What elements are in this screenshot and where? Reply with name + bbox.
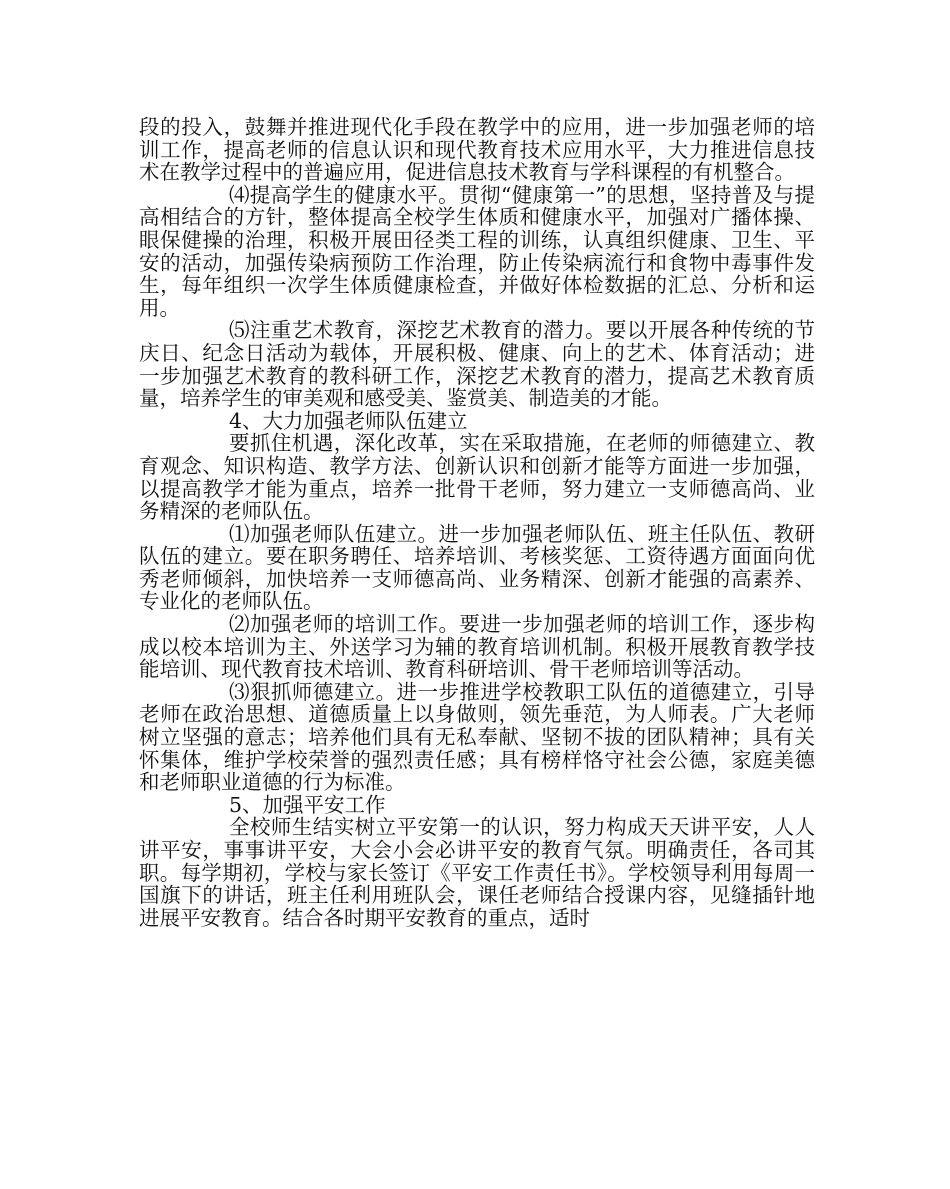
- section-heading-safety: 5、加强平安工作: [229, 792, 386, 817]
- paragraph-teacher-team-build: ⑴加强老师队伍建立。进一步加强老师队伍、班主任队伍、教研队伍的建立。要在职务聘任、培养培训、考核奖惩、工资待遇方面面向优秀老师倾斜，加快培养一支师德高尚、业务精深、创新才能强的高素养、专业化的老师队伍。: [139, 521, 815, 614]
- paragraph-art-education: ⑸注重艺术教育，深挖艺术教育的潜力。要以开展各种传统的节庆日、纪念日活动为载体，开展积极、健康、向上的艺术、体育活动；进一步加强艺术教育的教科研工作，深挖艺术教育的潜力，提高艺术教育质量，培养学生的审美观和感受美、鉴赏美、制造美的才能。: [139, 318, 815, 411]
- paragraph-teacher-team-intro: 要抓住机遇，深化改革，实在采取措施，在老师的师德建立、教育观念、知识构造、教学方法、创新认识和创新才能等方面进一步加强，以提高教学才能为重点，培养一批骨干老师，努力建立一支师德高尚、业务精深的老师队伍。: [139, 431, 815, 524]
- paragraph-continuation: 段的投入，鼓舞并推进现代化手段在教学中的应用，进一步加强老师的培训工作，提高老师的信息认识和现代教育技术应用水平，大力推进信息技术在教学过程中的普遍应用，促进信息技术教育与学科课程的有机整合。: [139, 115, 815, 185]
- section-heading-teacher-team: 4、大力加强老师队伍建立: [229, 408, 468, 433]
- paragraph-teacher-ethics: ⑶狠抓师德建立。进一步推进学校教职工队伍的道德建立，引导老师在政治思想、道德质量上以身做则，领先垂范，为人师表。广大老师树立坚强的意志；培养他们具有无私奉献、坚韧不拔的团队精神；具有关怀集体，维护学校荣誉的强烈责任感；具有榜样恪守社会公德，家庭美德和老师职业道德的行为标准。: [139, 679, 815, 795]
- paragraph-safety: 全校师生结实树立平安第一的认识，努力构成天天讲平安，人人讲平安，事事讲平安，大会小会必讲平安的教育气氛。明确责任，各司其职。每学期初，学校与家长签订《平安工作责任书》。学校领导利用每周一国旗下的讲话，班主任利用班队会，课任老师结合授课内容，见缝插针地进展平安教育。结合各时期平安教育的重点，适时: [139, 815, 815, 930]
- paragraph-health: ⑷提高学生的健康水平。贯彻“健康第一”的思想，坚持普及与提高相结合的方针，整体提高全校学生体质和健康水平，加强对广播体操、眼保健操的治理，积极开展田径类工程的训练，认真组织健康、卫生、平安的活动，加强传染病预防工作治理，防止传染病流行和食物中毒事件发生，每年组织一次学生体质健康检查，并做好体检数据的汇总、分析和运用。: [139, 182, 815, 320]
- paragraph-teacher-training: ⑵加强老师的培训工作。要进一步加强老师的培训工作，逐步构成以校本培训为主、外送学习为辅的教育培训机制。积极开展教育教学技能培训、现代教育技术培训、教育科研培训、骨干老师培训等活动。: [139, 612, 815, 682]
- document-body: [139, 116, 815, 929]
